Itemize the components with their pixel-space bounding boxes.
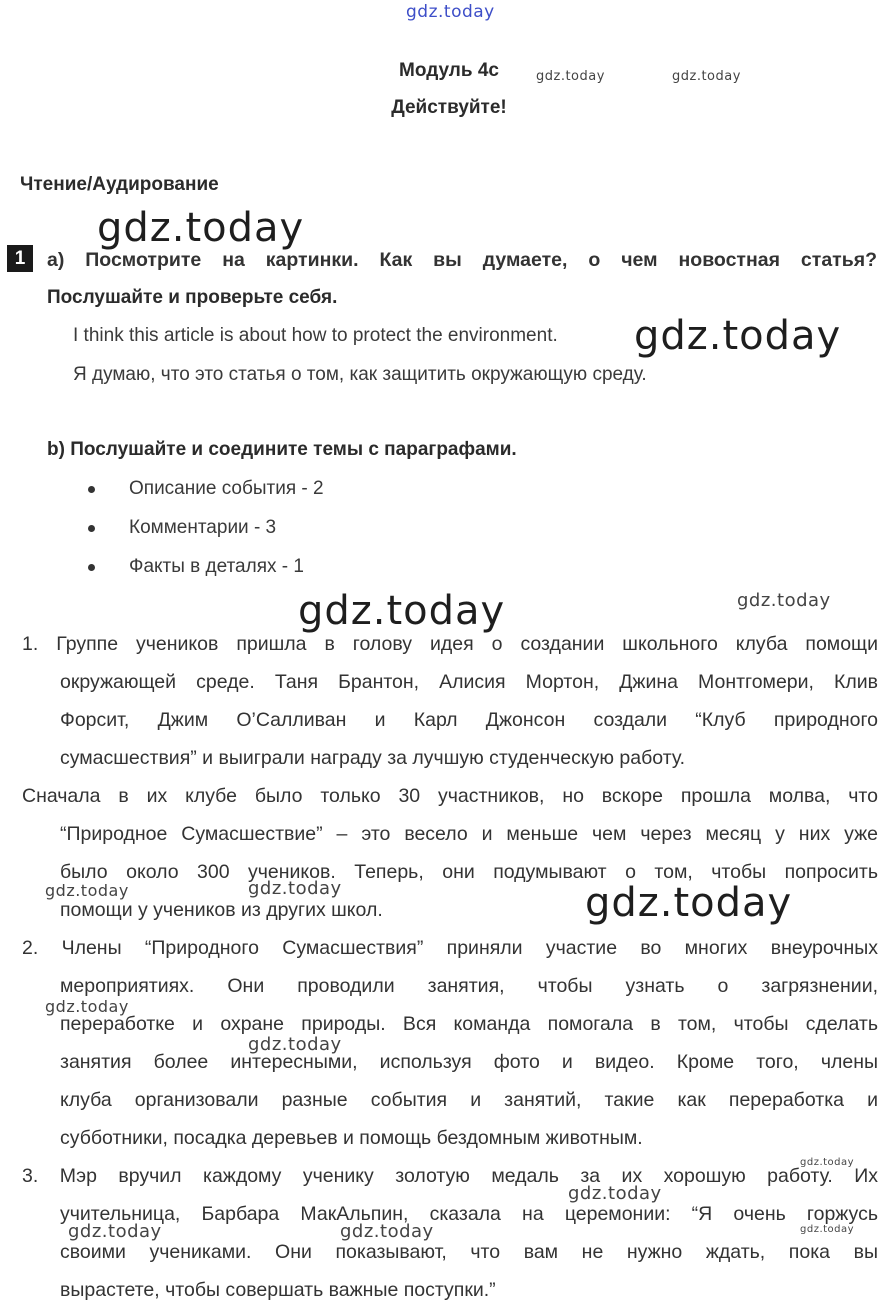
bullet	[88, 564, 95, 571]
paragraph-1-line-4: сумасшествия” и выиграли награду за лучшую студенческую работу.	[60, 747, 686, 769]
paragraph-2-line-6: субботники, посадка деревьев и помощь бездомным животным.	[60, 1127, 643, 1149]
exercise-a-question-line1: a) Посмотрите на картинки. Как вы думаете, о чем новостная статья?	[47, 249, 877, 271]
paragraph-1-line-1: 1. Группе учеников пришла в голову идея о создании школьного клуба помощи	[22, 633, 878, 655]
watermark-large-1: gdz.today	[97, 205, 305, 251]
paragraph-3-line-2: учительница, Барбара МакАльпин, сказала на церемонии: “Я очень горжусь	[60, 1203, 878, 1225]
paragraph-3-line-3: своими учениками. Они показывают, что вам не нужно ждать, пока вы	[60, 1241, 878, 1263]
watermark-small-4: gdz.today	[248, 1034, 342, 1055]
watermark-header-b: gdz.today	[672, 69, 741, 84]
paragraph-2-line-1: 2. Члены “Природного Сумасшествия” приняли участие во многих внеурочных	[22, 937, 878, 959]
exercise-number-badge: 1	[7, 245, 33, 272]
watermark-small-7: gdz.today	[340, 1221, 434, 1242]
watermark-header-a: gdz.today	[536, 69, 605, 84]
section-title: Чтение/Аудирование	[20, 174, 219, 195]
paragraph-3-line-4: вырастете, чтобы совершать важные поступки.”	[60, 1279, 496, 1301]
watermark-large-3: gdz.today	[298, 588, 506, 634]
topic-item-1: Описание события - 2	[129, 478, 324, 499]
bullet	[88, 486, 95, 493]
topic-item-2: Комментарии - 3	[129, 517, 277, 538]
paragraph-2-line-2: мероприятиях. Они проводили занятия, чтобы узнать о загрязнении,	[60, 975, 878, 997]
paragraph-1b-line-1: Сначала в их клубе было только 30 участников, но вскоре прошла молва, что	[22, 785, 878, 807]
paragraph-1b-line-2: “Природное Сумасшествие” – это весело и меньше чем через месяц у них уже	[60, 823, 878, 845]
paragraph-2-line-3: переработке и охране природы. Вся команда помогала в том, чтобы сделать	[60, 1013, 878, 1035]
paragraph-2-line-5: клуба организовали разные события и занятий, такие как переработка и	[60, 1089, 878, 1111]
watermark-small-2: gdz.today	[248, 878, 342, 899]
watermark-small-1: gdz.today	[45, 881, 129, 900]
watermark-tiny-1: gdz.today	[800, 1157, 855, 1168]
watermark-large-2: gdz.today	[634, 313, 842, 359]
paragraph-2-line-4: занятия более интересными, используя фото и видео. Кроме того, члены	[60, 1051, 878, 1073]
paragraph-1b-line-4: помощи у учеников из других школ.	[60, 899, 383, 921]
module-heading: Модуль 4c	[399, 60, 499, 81]
watermark-mid-right: gdz.today	[737, 590, 831, 611]
answer-english: I think this article is about how to protect the environment.	[73, 325, 558, 346]
paragraph-1b-line-3: было около 300 учеников. Теперь, они подумывают о том, чтобы попросить	[60, 861, 878, 883]
paragraph-1-line-2: окружающей среде. Таня Брантон, Алисия Мортон, Джина Монтгомери, Клив	[60, 671, 878, 693]
page-title: Действуйте!	[391, 97, 507, 118]
watermark-small-3: gdz.today	[45, 997, 129, 1016]
watermark-large-4: gdz.today	[585, 880, 793, 926]
watermark-small-6: gdz.today	[68, 1221, 162, 1242]
watermark-top: gdz.today	[406, 2, 495, 22]
paragraph-3-line-1: 3. Мэр вручил каждому ученику золотую медаль за их хорошую работу. Их	[22, 1165, 878, 1187]
watermark-tiny-2: gdz.today	[800, 1224, 855, 1235]
topic-item-3: Факты в деталях - 1	[129, 556, 304, 577]
exercise-a-question-line2: Послушайте и проверьте себя.	[47, 287, 338, 308]
bullet	[88, 525, 95, 532]
watermark-small-5: gdz.today	[568, 1183, 662, 1204]
answer-russian: Я думаю, что это статья о том, как защитить окружающую среду.	[73, 364, 647, 385]
paragraph-1-line-3: Форсит, Джим О’Салливан и Карл Джонсон создали “Клуб природного	[60, 709, 878, 731]
exercise-b-question: b) Послушайте и соедините темы с параграфами.	[47, 439, 517, 460]
